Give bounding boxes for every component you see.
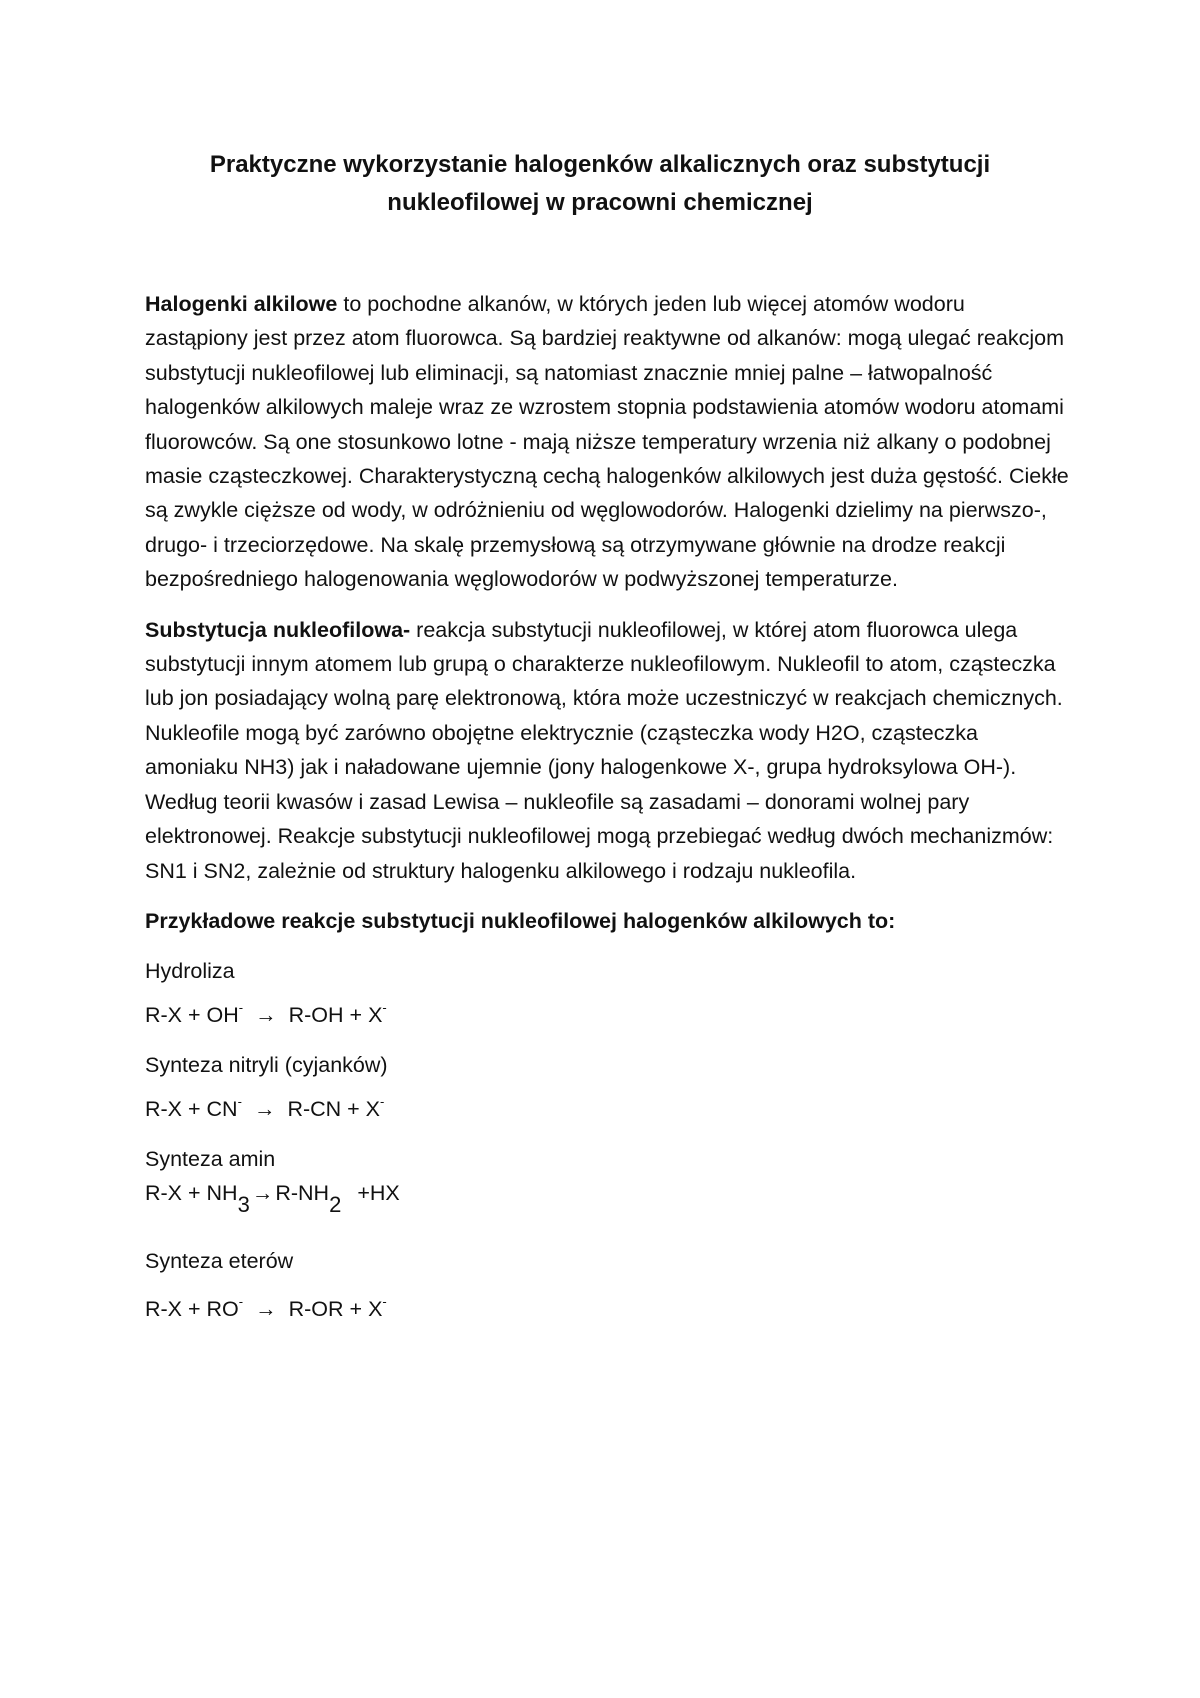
charge-superscript: - [238, 1000, 244, 1016]
reaction-label: Synteza nitryli (cyjanków) [145, 1053, 388, 1078]
reaction-equation [145, 1176, 1070, 1218]
reaction-label: Synteza amin [145, 1147, 276, 1172]
title-line-2: nukleofilowej w pracowni chemicznej [387, 189, 813, 216]
reactants: R-X + NH [145, 1181, 238, 1206]
term-substytucja-nukleofilowa: Substytucja nukleofilowa- [145, 617, 411, 642]
reaction-arrow-icon: → [253, 1097, 276, 1122]
term-halogenki-alkilowe: Halogenki alkilowe [145, 292, 338, 316]
reaction-aminy [145, 1142, 1070, 1218]
paragraph-halogenki [145, 287, 1070, 597]
paragraph-substytucja-text: reakcja substytucji nukleofilowej, w której atom fluorowca ulega substytucji innym atomem lub grupą o charakterze nukleofilowym. Nukleofil to atom, cząsteczka lub jon posiadający wolną parę elektronową, która może uczestniczyć w reakcjach chemicznych. Nukleofile mogą być zarówno obojętne elektrycznie (cząsteczka wody H2O, cząsteczka amoniaku NH3) jak i naładowane ujemnie (jony halogenkowe X-, grupa hydroksylowa OH-). Według teorii kwasów i zasad Lewisa – nukleofile są zasadami – donorami wolnej pary elektronowej. Reakcje substytucji nukleofilowej mogą przebiegać według dwóch mechanizmów: SN1 i SN2, zależnie od struktury halogenku alkilowego i rodzaju nukleofila. [145, 617, 1063, 883]
charge-superscript: - [382, 1294, 387, 1310]
subscript: 2 [329, 1192, 342, 1218]
reaction-nitryle [145, 1048, 1070, 1126]
reactants: R-X + RO [145, 1297, 239, 1322]
reaction-equation [145, 998, 1070, 1032]
paragraph-substytucja [145, 613, 1070, 888]
reaction-arrow-icon: → [255, 1003, 277, 1028]
products: R-OH + X [288, 1003, 383, 1028]
byproduct: +HX [357, 1181, 400, 1206]
reaction-arrow-icon: → [255, 1297, 277, 1322]
subscript: 3 [237, 1192, 250, 1218]
reaction-label: Hydroliza [145, 959, 235, 984]
products: R-CN + X [287, 1097, 381, 1122]
charge-superscript: - [237, 1094, 242, 1110]
reaction-equation [145, 1292, 1070, 1326]
reactants: R-X + OH [145, 1003, 239, 1028]
reaction-etery [145, 1244, 1070, 1326]
title-line-1: Praktyczne wykorzystanie halogenków alkalicznych oraz substytucji [209, 151, 991, 178]
reaction-equation [145, 1092, 1070, 1126]
charge-superscript: - [382, 1000, 387, 1016]
document-title [120, 146, 1080, 222]
reaction-arrow-icon: → [251, 1181, 274, 1206]
reaction-hydroliza [145, 954, 1070, 1032]
reaction-label: Synteza eterów [145, 1249, 294, 1274]
reactants: R-X + CN [145, 1097, 238, 1122]
paragraph-halogenki-text: to pochodne alkanów, w których jeden lub więcej atomów wodoru zastąpiony jest przez atom fluorowca. Są bardziej reaktywne od alkanów: mogą ulegać reakcjom substytucji nukleofilowej lub eliminacji, są natomiast znacznie mniej palne – łatwopalność halogenków alkilowych maleje wraz ze wzrostem stopnia podstawienia atomów wodoru atomami fluorowców. Są one stosunkowo lotne - mają niższe temperatury wrzenia niż alkany o podobnej masie cząsteczkowej. Charakterystyczną cechą halogenków alkilowych jest duża gęstość. Ciekłe są zwykle cięższe od wody, w odróżnieniu od węglowodorów. Halogenki dzielimy na pierwszo-, drugo- i trzeciorzędowe. Na skalę przemysłową są otrzymywane głównie na drodze reakcji bezpośredniego halogenowania węglowodorów w podwyższonej temperaturze. [145, 292, 1069, 592]
charge-superscript: - [380, 1094, 385, 1110]
products: R-NH [275, 1181, 330, 1206]
document-body [145, 287, 1070, 1342]
products: R-OR + X [288, 1297, 383, 1322]
examples-heading: Przykładowe reakcje substytucji nukleofilowej halogenków alkilowych to: [145, 908, 896, 933]
charge-superscript: - [238, 1294, 244, 1310]
